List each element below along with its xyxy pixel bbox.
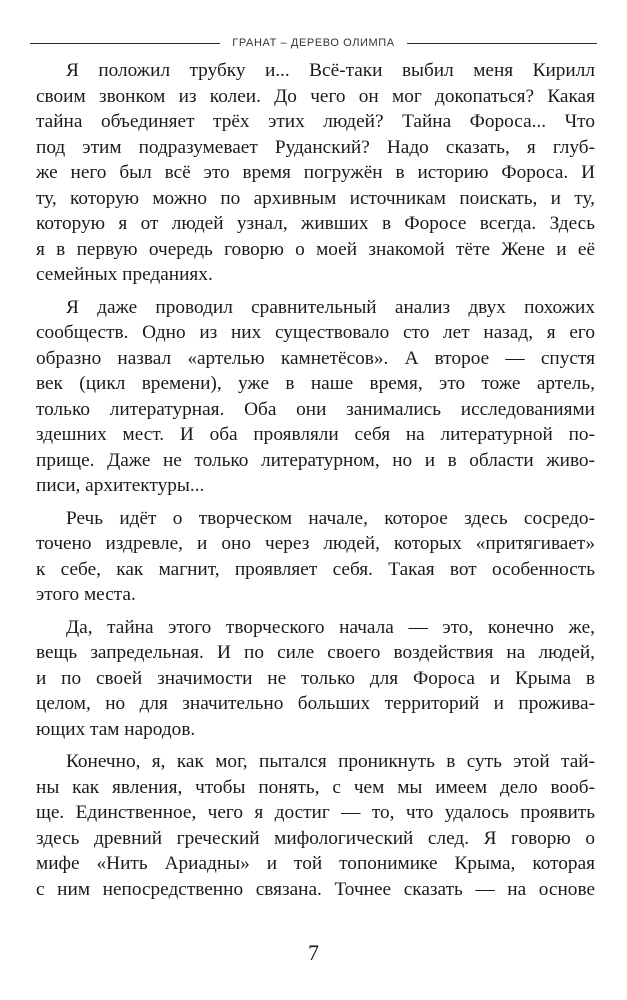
running-head [30,36,597,50]
text-line: и по своей значимости не только для Фороса и Крыма в [36,667,595,689]
text-line: мифе «Нить Ариадны» и той топонимике Крыма, которая [36,853,595,874]
text-line: Я даже проводил сравнительный анализ двух похожих [66,296,595,318]
text-line: писи, архитектуры... [36,475,205,496]
text-line: сообществ. Одно из них существовало сто лет назад, я его [36,322,595,343]
paragraph [36,749,595,902]
paragraph [36,295,595,499]
text-line: точено издревле, и оно через людей, которых «притягивает» [36,533,595,554]
paragraph [36,58,595,288]
text-line: Конечно, я, как мог, пытался проникнуть в суть этой тай- [66,751,595,772]
text-line: же него был всё это время погружён в историю Фороса. И [36,162,595,183]
text-line: ще. Единственное, чего я достиг — то, что удалось проявить [36,802,595,823]
running-head-rule-right [407,43,597,44]
text-line: которую я от людей узнал, живших в Форосе всегда. Здесь [36,213,595,234]
text-line: только литературная. Оба они занимались исследованиями [36,398,595,420]
text-line: здешних мест. И оба проявляли себя на литературной по- [36,424,595,445]
body-text [36,58,595,909]
text-line: своим звонком из колеи. До чего он мог докопаться? Какая [36,85,595,107]
text-line: с ним непосредственно связана. Точнее сказать — на основе [36,878,595,900]
text-line: я в первую очередь говорю о моей знакомой тёте Жене и её [36,238,595,260]
text-line: к себе, как магнит, проявляет себя. Такая вот особенность [36,558,595,580]
paragraph [36,615,595,743]
text-line: тайна объединяет трёх этих людей? Тайна Фороса... Что [36,111,595,132]
text-line: ющих там народов. [36,718,196,740]
text-line: Я положил трубку и... Всё-таки выбил меня Кирилл [66,60,595,81]
text-line: под этим подразумевает Руданский? Надо сказать, я глуб- [36,136,595,158]
text-line: век (цикл времени), уже в наше время, это тоже артель, [36,373,595,394]
text-line: ту, которую можно по архивным источникам поискать, и ту, [36,187,595,209]
text-line: здесь древний греческий мифологический след. Я говорю о [36,827,595,849]
text-line: целом, но для значительно больших территорий и прожива- [36,693,595,714]
text-line: Да, тайна этого творческого начала — это, конечно же, [66,616,595,638]
text-line: образно назвал «артелью камнетёсов». А второе — спустя [36,347,595,369]
running-head-title: ГРАНАТ – ДЕРЕВО ОЛИМПА [232,37,395,49]
text-line: вещь запредельная. И по силе своего воздействия на людей, [36,642,595,663]
page-number: 7 [308,940,319,965]
text-line: семейных преданиях. [36,264,213,285]
text-line: Речь идёт о творческом начале, которое здесь сосредо- [66,507,595,529]
paragraph [36,506,595,608]
text-line: ны как явления, чтобы понять, с чем мы имеем дело вооб- [36,776,595,798]
running-head-rule-left [30,43,220,44]
text-line: этого места. [36,584,136,605]
text-line: прище. Даже не только литературном, но и в области живо- [36,449,595,471]
